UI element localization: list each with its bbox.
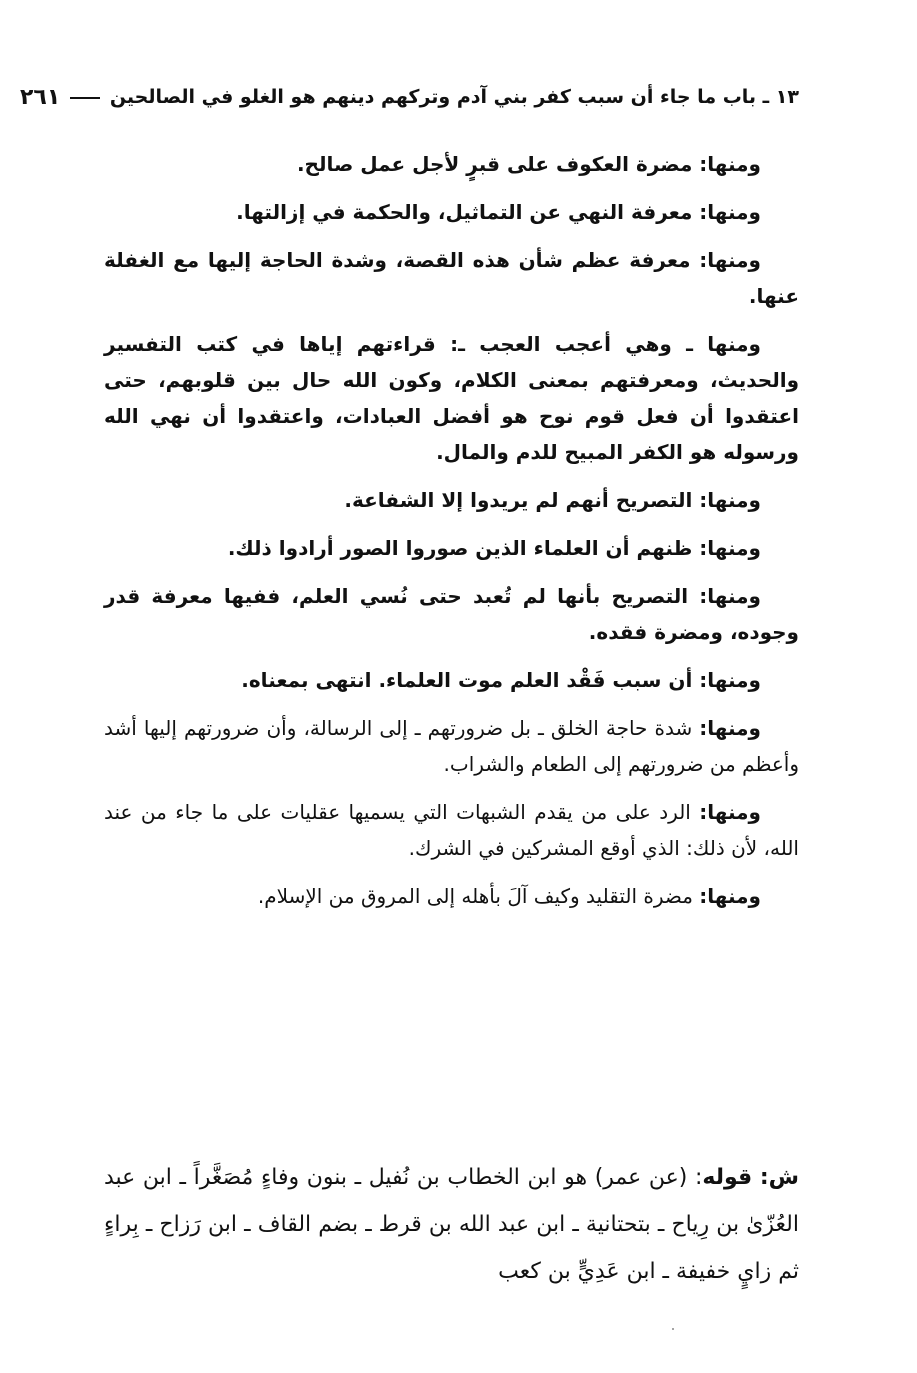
header-rule: [70, 97, 100, 99]
commentary: [104, 1154, 799, 1295]
main-text: [104, 146, 799, 926]
point-2: [104, 194, 799, 230]
commentary-label: ش:: [759, 1165, 799, 1190]
point-6: [104, 530, 799, 566]
point-label: ومنها:: [699, 488, 761, 512]
point-text: أن سبب فَقْد العلم موت العلماء. انتهى بمعناه.: [241, 668, 700, 692]
page-header: [20, 76, 799, 118]
scan-speck: [672, 1328, 674, 1330]
point-11: [104, 878, 799, 914]
point-label: ومنها:: [699, 536, 761, 560]
commentary-quote-label: قوله: [702, 1165, 753, 1190]
point-label: ومنها:: [699, 716, 761, 740]
point-1: [104, 146, 799, 182]
point-5: [104, 482, 799, 518]
point-text: معرفة النهي عن التماثيل، والحكمة في إزالتها.: [236, 200, 700, 224]
point-text: مضرة التقليد وكيف آلَ بأهله إلى المروق من الإسلام.: [257, 884, 700, 908]
point-label: ومنها:: [699, 200, 761, 224]
point-7: [104, 578, 799, 650]
point-3: [104, 242, 799, 314]
chapter-title: ١٣ ـ باب ما جاء أن سبب كفر بني آدم وتركهم دينهم هو الغلو في الصالحين: [109, 86, 799, 108]
point-text: مضرة العكوف على قبرٍ لأجل عمل صالح.: [296, 152, 700, 176]
point-label: ومنها:: [699, 884, 761, 908]
point-text: الرد على من يقدم الشبهات التي يسميها عقليات على ما جاء من عند الله، لأن ذلك: الذي أوقع المشركين في الشرك.: [104, 800, 799, 860]
point-label: ومنها:: [699, 248, 761, 272]
page-number: ٢٦١: [20, 84, 61, 110]
point-4: [104, 326, 799, 470]
point-text: ـ وهي أعجب العجب ـ: قراءتهم إياها في كتب التفسير والحديث، ومعرفتهم بمعنى الكلام، وكون الله حال بين قلوبهم، حتى اعتقدوا أن فعل قوم نوح هو أفضل العبادات، واعتقدوا أن نهي الله ورسوله هو الكفر المبيح للدم والمال.: [104, 332, 799, 464]
point-label: ومنها: [707, 332, 761, 356]
point-label: ومنها:: [699, 584, 761, 608]
point-8: [104, 662, 799, 698]
point-text: التصريح أنهم لم يريدوا إلا الشفاعة.: [344, 488, 700, 512]
point-10: [104, 794, 799, 866]
point-text: شدة حاجة الخلق ـ بل ضرورتهم ـ إلى الرسالة، وأن ضرورتهم إليها أشد وأعظم من ضرورتهم إلى الطعام والشراب.: [104, 716, 799, 776]
point-text: التصريح بأنها لم تُعبد حتى نُسي العلم، ففيها معرفة قدر وجوده، ومضرة فقده.: [104, 584, 799, 644]
commentary-text: : (عن عمر) هو ابن الخطاب بن نُفيل ـ بنون وفاءٍ مُصَغَّراً ـ ابن عبد العُزّىٰ بن رِياح ـ بتحتانية ـ ابن عبد الله بن قرط ـ بضم القاف ـ ابن رَزاح ـ بِراءٍ ثم زايٍ خفيفة ـ ابن عَدِيٍّ بن كعب: [104, 1165, 799, 1284]
point-label: ومنها:: [699, 152, 761, 176]
point-9: [104, 710, 799, 782]
point-text: ظنهم أن العلماء الذين صوروا الصور أرادوا ذلك.: [227, 536, 700, 560]
point-label: ومنها:: [699, 668, 761, 692]
point-text: معرفة عظم شأن هذه القصة، وشدة الحاجة إليها مع الغفلة عنها.: [104, 248, 799, 308]
point-label: ومنها:: [699, 800, 761, 824]
